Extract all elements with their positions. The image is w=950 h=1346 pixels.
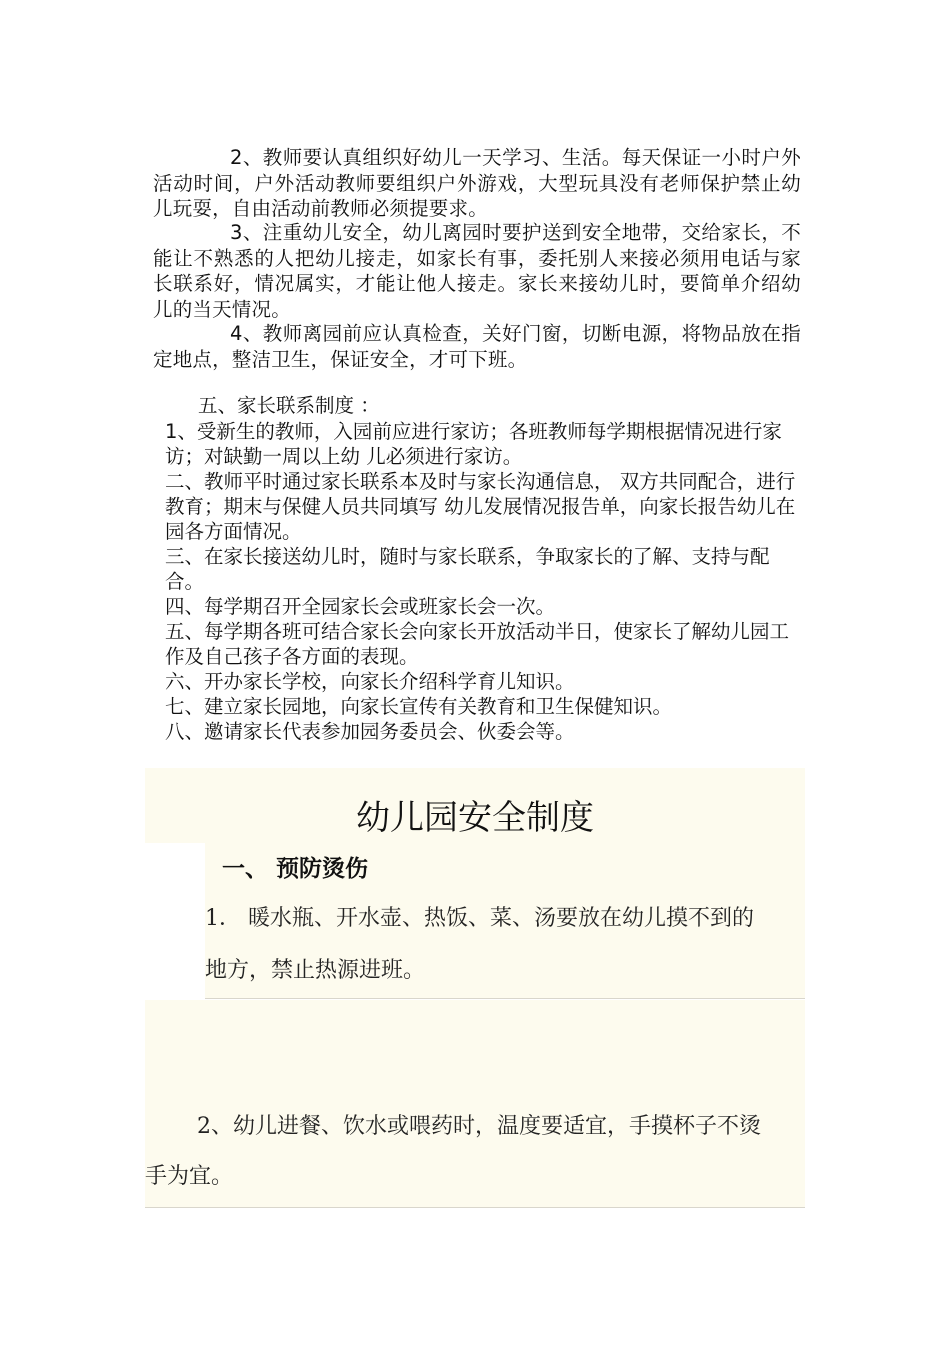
item-2-line-2: 手为宜。 <box>145 1164 234 1189</box>
list-item: 六、开办家长学校，向家长介绍科学育儿知识。 <box>165 670 575 693</box>
item-1-line-2: 地方，禁止热源进班。 <box>205 958 426 983</box>
paragraph-2: 2、教师要认真组织好幼儿一天学习、生活。每天保证一小时户外活动时间，户外活动教师要组织户外游戏，大型玩具没有老师保护禁止幼儿玩耍，自由活动前教师必须提要求。 <box>153 146 801 220</box>
contact-heading: 五、家长联系制度 ： <box>198 394 380 417</box>
list-item: 五、每学期各班可结合家长会向家长开放活动半日，使家长了解幼儿园工作及自己孩子各方面的表现。 <box>165 620 790 668</box>
list-item: 1、受新生的教师，入园前应进行家访；各班教师每学期根据情况进行家访；对缺勤一周以上幼 儿必须进行家访。 <box>165 420 782 468</box>
list-item: 八、邀请家长代表参加园务委员会、伙委会等。 <box>165 720 575 743</box>
divider-1 <box>205 998 805 999</box>
paragraph-3: 3、注重幼儿安全，幼儿离园时要护送到安全地带，交给家长，不能让不熟悉的人把幼儿接走，如家长有事，委托别人来接必须用电话与家长联系好，情况属实，才能让他人接走。家长来接幼儿时，要简单介绍幼儿的当天情况。 <box>153 221 801 321</box>
item-2-line-1: 2、幼儿进餐、饮水或喂药时，温度要适宜，手摸杯子不烫 <box>197 1114 761 1139</box>
list-item: 四、每学期召开全园家长会或班家长会一次。 <box>165 595 556 618</box>
item-1-line-1: 1． 暖水瓶、开水壶、热饭、菜、汤要放在幼儿摸不到的 <box>205 906 754 931</box>
list-item: 二、教师平时通过家长联系本及时与家长沟通信息， 双方共同配合，进行教育；期末与保健人员共同填写 幼儿发展情况报告单，向家长报告幼儿在园各方面情况。 <box>165 470 796 543</box>
paragraph-4: 4、教师离园前应认真检查，关好门窗，切断电源，将物品放在指定地点，整洁卫生，保证安全，才可下班。 <box>153 322 801 371</box>
divider-2 <box>145 1207 805 1208</box>
section-heading: 一、 预防烫伤 <box>222 856 369 882</box>
contact-list <box>165 419 805 744</box>
page-title: 幼儿园安全制度 <box>356 798 594 838</box>
list-item: 三、在家长接送幼儿时，随时与家长联系，争取家长的了解、支持与配合。 <box>165 545 770 593</box>
list-item: 七、建立家长园地，向家长宣传有关教育和卫生保健知识。 <box>165 695 673 718</box>
